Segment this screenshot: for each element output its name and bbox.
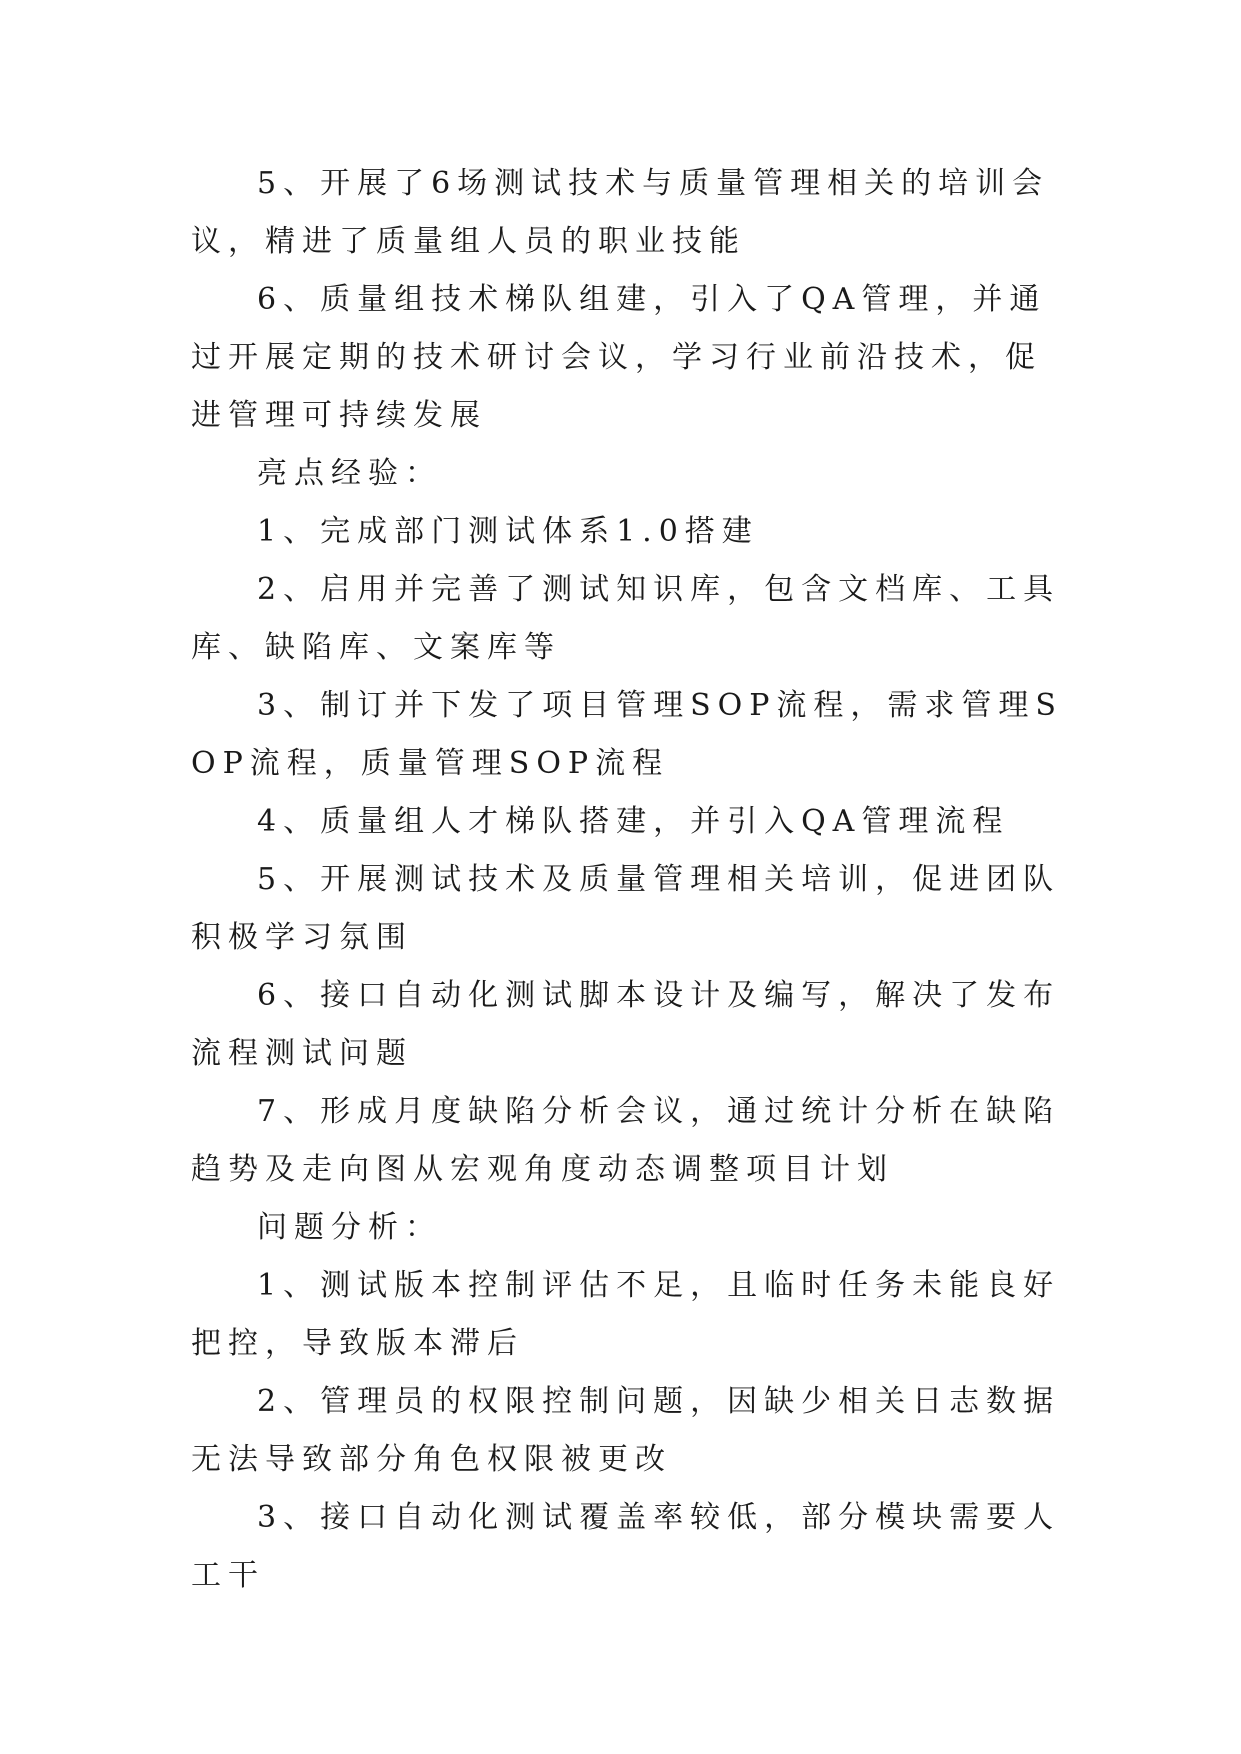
- paragraph-team-building: 6、质量组技术梯队组建，引入了QA管理，并通过开展定期的技术研讨会议，学习行业前沿技术，促进管理可持续发展: [191, 282, 1047, 433]
- paragraph-training-meetings: 5、开展了6场测试技术与质量管理相关的培训会议，精进了质量组人员的职业技能: [191, 166, 1050, 259]
- problem-item: 1、测试版本控制评估不足，且临时任务未能良好把控，导致版本滞后: [191, 1268, 1061, 1361]
- highlight-item: 1、完成部门测试体系1.0搭建: [257, 514, 759, 549]
- section-heading-highlights: 亮点经验：: [257, 456, 442, 491]
- highlight-item: 3、制订并下发了项目管理SOP流程，需求管理SOP流程，质量管理SOP流程: [191, 688, 1063, 781]
- highlight-item: 5、开展测试技术及质量管理相关培训，促进团队积极学习氛围: [191, 862, 1061, 955]
- highlight-item: 2、启用并完善了测试知识库，包含文档库、工具库、缺陷库、文案库等: [191, 572, 1061, 665]
- highlight-item: 6、接口自动化测试脚本设计及编写，解决了发布流程测试问题: [191, 978, 1061, 1071]
- highlight-item: 4、质量组人才梯队搭建，并引入QA管理流程: [257, 804, 1010, 839]
- problem-item: 2、管理员的权限控制问题，因缺少相关日志数据无法导致部分角色权限被更改: [191, 1384, 1061, 1477]
- problem-item: 3、接口自动化测试覆盖率较低，部分模块需要人工干: [191, 1500, 1061, 1593]
- document-body: [191, 155, 1071, 1605]
- section-heading-problems: 问题分析：: [257, 1210, 442, 1245]
- highlight-item: 7、形成月度缺陷分析会议，通过统计分析在缺陷趋势及走向图从宏观角度动态调整项目计划: [191, 1094, 1061, 1187]
